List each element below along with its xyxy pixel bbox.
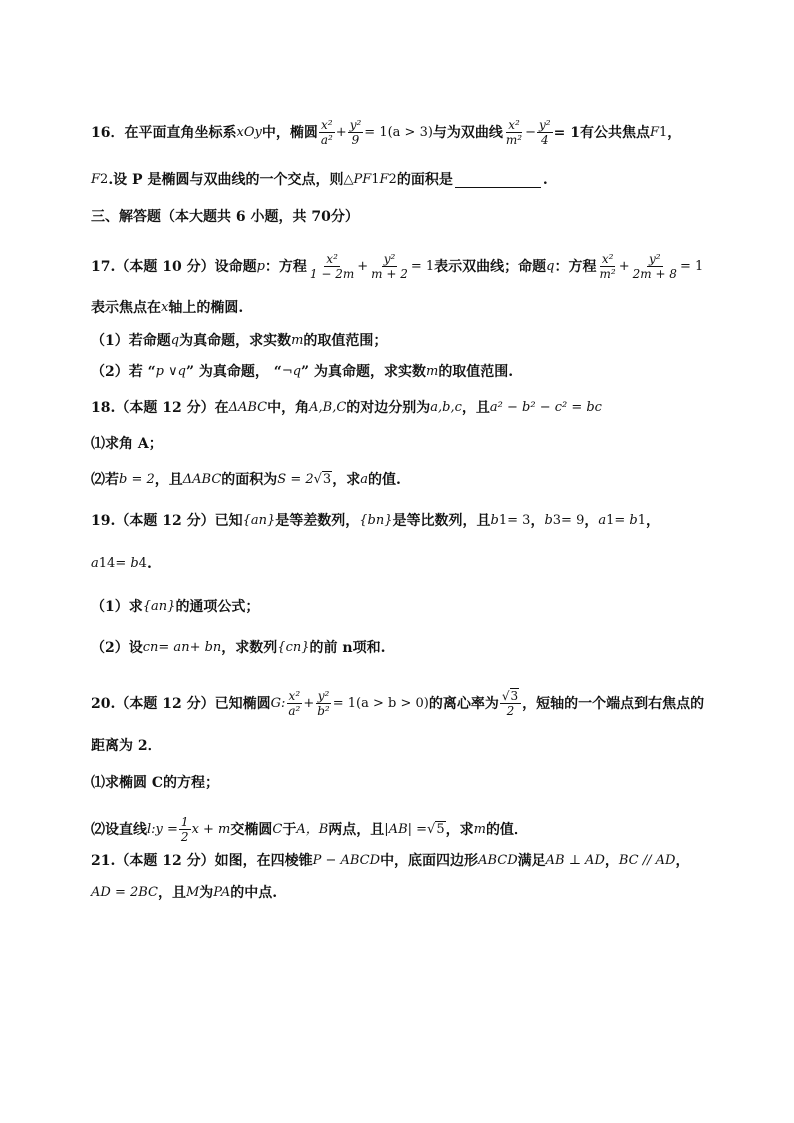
q19-part1: （1）求 {a n } 的通项公式； bbox=[91, 599, 260, 615]
q19-line2: a 14 = b 4 . bbox=[91, 556, 152, 572]
math-xoy: xOy bbox=[236, 124, 262, 140]
frac-y2-b2: $\frac{\text{y²}}{\text{b²}}$ bbox=[317, 689, 330, 718]
q16-text: 与为双曲线 bbox=[432, 124, 503, 141]
q18-part1: ⑴求角 A； bbox=[91, 436, 163, 452]
q17-line1: 17.（本题 10 分）设命题 p ：方程 $\frac{\text{x²}}{1 - 2m}$ + $\frac{\text{y²}}{m + 2}$ = 1 表示双曲线；命题 q ：方程 $\frac{\text{x²}}{\text{m²}}$ + $\frac{\text{y²}}{2m + 8}$ = 1 bbox=[91, 252, 704, 281]
math-f1: F bbox=[649, 124, 660, 140]
q16-text: 16．在平面直角坐标系 bbox=[91, 124, 237, 141]
q16-line2: F 2 .设 P 是椭圆与双曲线的一个交点，则 △PF 1 F 2 的面积是 . bbox=[91, 172, 548, 188]
q21-line1: 21.（本题 12 分）如图，在四棱锥 P − ABCD 中，底面四边形 ABCD 满足 AB ⊥ AD ， BC // AD ， bbox=[91, 853, 690, 869]
frac-x2-m2: $\frac{\text{x²}}{\text{m²}}$ bbox=[505, 118, 523, 147]
frac-y2-m2: $\frac{\text{y²}}{m + 2}$ bbox=[371, 252, 408, 281]
q19-line1: 19.（本题 12 分）已知 {a n } 是等差数列， {b n } 是等比数列，且 b 1 = 3 ， b 3 = 9 ， a 1 = b 1 ， bbox=[91, 513, 661, 529]
q18-line1: 18.（本题 12 分）在 ΔABC 中，角 A,B,C 的对边分别为 a,b,c ，且 a² − b² − c² = bc bbox=[91, 400, 602, 416]
math-triangle: △PF bbox=[343, 172, 372, 187]
frac-y2-9: $\frac{\text{y²}}{9}$ bbox=[349, 118, 362, 147]
q20-line1: 20.（本题 12 分）已知椭圆 G: $\frac{\text{x²}}{\text{a²}}$ + $\frac{\text{y²}}{\text{b²}}$ = 1(a > b > 0) 的离心率为 $\frac{√3}{2}$ ，短轴的一个端点到右焦点的 bbox=[91, 689, 705, 718]
answer-blank bbox=[455, 173, 541, 188]
q19-part2: （2）设 c n = a n + b n ，求数列 {c n } 的前 n项和. bbox=[91, 640, 386, 656]
q17-part1: （1）若命题 q 为真命题，求实数 m 的取值范围； bbox=[91, 333, 388, 349]
q16-line1: 16．在平面直角坐标系 xOy 中，椭圆 $\frac{\text{x²}}{\text{a²}}$ + $\frac{\text{y²}}{9}$ = 1(a > 3) 与为双曲线 $\frac{\text{x²}}{\text{m²}}$ − $\frac{\text{y²}}{4}$ = 1有公共焦点 F 1 ， bbox=[91, 118, 682, 147]
section-heading: 三、解答题（本大题共 6 小题，共 70分） bbox=[91, 209, 359, 225]
frac-x2-a2-q20: $\frac{\text{x²}}{\text{a²}}$ bbox=[288, 689, 301, 718]
frac-x2-a2: $\frac{\text{x²}}{\text{a²}}$ bbox=[320, 118, 333, 147]
frac-y2-2m8: $\frac{\text{y²}}{2m + 8}$ bbox=[632, 252, 677, 281]
frac-sqrt3-2: $\frac{√3}{2}$ bbox=[500, 689, 521, 718]
q17-part2: （2）若 “ p ∨q ” 为真命题， “ ¬q ” 为真命题，求实数 m 的取值范围. bbox=[91, 364, 514, 380]
math-q: q bbox=[546, 258, 555, 274]
q20-part1: ⑴求椭圆 C的方程； bbox=[91, 775, 220, 791]
q20-line2: 距离为 2． bbox=[91, 738, 162, 754]
math-p: p bbox=[256, 258, 265, 274]
q21-line2: AD = 2BC ，且 M 为 PA 的中点. bbox=[91, 885, 278, 901]
math-f2: F bbox=[91, 172, 101, 187]
q17-line2: 表示焦点在 x 轴上的椭圆. bbox=[91, 300, 244, 316]
frac-x2-1-2m: $\frac{\text{x²}}{1 - 2m}$ bbox=[309, 252, 355, 281]
q16-text: 中，椭圆 bbox=[261, 124, 318, 141]
q20-part2: ⑵设直线 l: y = $\frac{1}{2}$ x + m 交椭圆 C 于 A， B 两点，且 |AB| = √5 ，求 m 的值． bbox=[91, 815, 528, 844]
frac-1-2: $\frac{1}{2}$ bbox=[180, 815, 189, 844]
q16-text: = 1有公共焦点 bbox=[553, 124, 650, 141]
math-cond: = 1(a > 3) bbox=[364, 124, 433, 140]
frac-x2-m2b: $\frac{\text{x²}}{\text{m²}}$ bbox=[599, 252, 616, 281]
q18-part2: ⑵若 b = 2 ，且 ΔABC 的面积为 S = 2 √3 ，求 a 的值. bbox=[91, 472, 401, 488]
frac-y2-4: $\frac{\text{y²}}{4}$ bbox=[539, 118, 551, 147]
